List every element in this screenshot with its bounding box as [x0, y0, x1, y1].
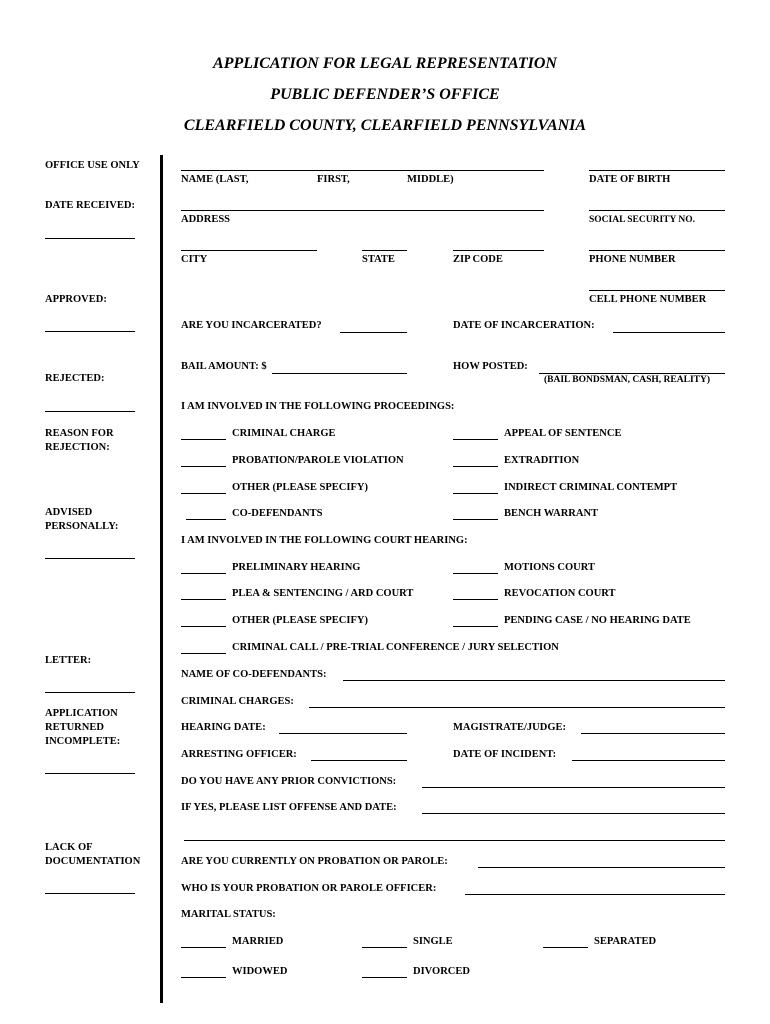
cell-label: CELL PHONE NUMBER	[589, 294, 707, 305]
advised-field[interactable]	[45, 558, 135, 559]
zip-field[interactable]	[453, 250, 544, 251]
criminal-charge-check[interactable]	[181, 439, 226, 440]
separated-check[interactable]	[543, 947, 588, 948]
preliminary-check[interactable]	[181, 573, 226, 574]
bench-check[interactable]	[453, 519, 498, 520]
zip-label: ZIP CODE	[453, 254, 503, 265]
application-field[interactable]	[45, 773, 135, 774]
bail-field[interactable]	[272, 373, 407, 374]
offense-list-field-2[interactable]	[184, 840, 725, 841]
criminal-call-label: CRIMINAL CALL / PRE-TRIAL CONFERENCE / JURY SELECTION	[232, 642, 559, 653]
date-incarceration-field[interactable]	[613, 332, 725, 333]
application-label-1: APPLICATION	[45, 708, 118, 719]
application-label-2: RETURNED	[45, 722, 104, 733]
criminal-charge-label: CRIMINAL CHARGE	[232, 428, 336, 439]
codefendant-names-field[interactable]	[343, 680, 725, 681]
single-label: SINGLE	[413, 936, 453, 947]
other-proceeding-check[interactable]	[181, 493, 226, 494]
incident-date-label: DATE OF INCIDENT:	[453, 749, 557, 760]
plea-check[interactable]	[181, 599, 226, 600]
date-incarceration-label: DATE OF INCARCERATION:	[453, 320, 595, 331]
address-label: ADDRESS	[181, 214, 231, 225]
approved-field[interactable]	[45, 331, 135, 332]
pending-check[interactable]	[453, 626, 498, 627]
other-proceeding-label: OTHER (PLEASE SPECIFY)	[232, 482, 368, 493]
advised-label-2: PERSONALLY:	[45, 521, 119, 532]
magistrate-field[interactable]	[581, 733, 725, 734]
arresting-officer-label: ARRESTING OFFICER:	[181, 749, 297, 760]
other-hearing-label: OTHER (PLEASE SPECIFY)	[232, 615, 368, 626]
motions-label: MOTIONS COURT	[504, 562, 595, 573]
indirect-check[interactable]	[453, 493, 498, 494]
lack-field[interactable]	[45, 893, 135, 894]
incident-date-field[interactable]	[572, 760, 725, 761]
divorced-label: DIVORCED	[413, 966, 470, 977]
bench-label: BENCH WARRANT	[504, 508, 599, 519]
revocation-check[interactable]	[453, 599, 498, 600]
application-label-3: INCOMPLETE:	[45, 736, 121, 747]
arresting-officer-field[interactable]	[311, 760, 407, 761]
criminal-call-check[interactable]	[181, 653, 226, 654]
probation-officer-field[interactable]	[465, 894, 725, 895]
widowed-label: WIDOWED	[232, 966, 288, 977]
codefendants-check[interactable]	[186, 519, 226, 520]
first-label: FIRST,	[317, 174, 350, 185]
office-title: PUBLIC DEFENDER’S OFFICE	[270, 86, 500, 103]
sidebar-divider	[160, 155, 163, 1003]
dob-label: DATE OF BIRTH	[589, 174, 671, 185]
city-label: CITY	[181, 254, 208, 265]
ssn-field[interactable]	[589, 210, 725, 211]
codefendant-names-label: NAME OF CO-DEFENDANTS:	[181, 669, 327, 680]
incarcerated-field[interactable]	[340, 332, 407, 333]
form-title: APPLICATION FOR LEGAL REPRESENTATION	[213, 55, 557, 72]
dob-field[interactable]	[589, 170, 725, 171]
how-posted-note: (BAIL BONDSMAN, CASH, REALITY)	[544, 375, 711, 385]
address-field[interactable]	[181, 210, 544, 211]
lack-label-1: LACK OF	[45, 842, 93, 853]
approved-label: APPROVED:	[45, 294, 107, 305]
state-field[interactable]	[362, 250, 407, 251]
reason-label-2: REJECTION:	[45, 442, 110, 453]
lack-label-2: DOCUMENTATION	[45, 856, 141, 867]
extradition-check[interactable]	[453, 466, 498, 467]
widowed-check[interactable]	[181, 977, 226, 978]
how-posted-label: HOW POSTED:	[453, 361, 528, 372]
phone-label: PHONE NUMBER	[589, 254, 676, 265]
offense-list-label: IF YES, PLEASE LIST OFFENSE AND DATE:	[181, 802, 397, 813]
hearing-date-label: HEARING DATE:	[181, 722, 266, 733]
date-received-label: DATE RECEIVED:	[45, 200, 135, 211]
other-hearing-check[interactable]	[181, 626, 226, 627]
name-label: NAME (LAST,	[181, 174, 249, 185]
state-label: STATE	[362, 254, 395, 265]
date-received-field[interactable]	[45, 238, 135, 239]
single-check[interactable]	[362, 947, 407, 948]
how-posted-field[interactable]	[539, 373, 725, 374]
incarcerated-label: ARE YOU INCARCERATED?	[181, 320, 322, 331]
indirect-label: INDIRECT CRIMINAL CONTEMPT	[504, 482, 678, 493]
prior-convictions-field[interactable]	[422, 787, 725, 788]
on-probation-label: ARE YOU CURRENTLY ON PROBATION OR PAROLE:	[181, 856, 448, 867]
probation-label: PROBATION/PAROLE VIOLATION	[232, 455, 404, 466]
proceedings-heading: I AM INVOLVED IN THE FOLLOWING PROCEEDINGS:	[181, 401, 455, 412]
plea-label: PLEA & SENTENCING / ARD COURT	[232, 588, 414, 599]
name-field[interactable]	[181, 170, 544, 171]
criminal-charges-field[interactable]	[309, 707, 725, 708]
married-label: MARRIED	[232, 936, 284, 947]
letter-field[interactable]	[45, 692, 135, 693]
on-probation-field[interactable]	[478, 867, 725, 868]
city-field[interactable]	[181, 250, 317, 251]
county-title: CLEARFIELD COUNTY, CLEARFIELD PENNSYLVANIA	[183, 117, 587, 134]
middle-label: MIDDLE)	[407, 174, 454, 185]
office-use-label: OFFICE USE ONLY	[45, 160, 140, 171]
probation-check[interactable]	[181, 466, 226, 467]
codefendants-label: CO-DEFENDANTS	[232, 508, 323, 519]
advised-label-1: ADVISED	[45, 507, 93, 518]
divorced-check[interactable]	[362, 977, 407, 978]
extradition-label: EXTRADITION	[504, 455, 580, 466]
bail-label: BAIL AMOUNT: $	[181, 361, 267, 372]
prior-convictions-label: DO YOU HAVE ANY PRIOR CONVICTIONS:	[181, 776, 397, 787]
probation-officer-label: WHO IS YOUR PROBATION OR PAROLE OFFICER:	[181, 883, 437, 894]
motions-check[interactable]	[453, 573, 498, 574]
revocation-label: REVOCATION COURT	[504, 588, 616, 599]
preliminary-label: PRELIMINARY HEARING	[232, 562, 361, 573]
appeal-label: APPEAL OF SENTENCE	[504, 428, 622, 439]
cell-field[interactable]	[589, 290, 725, 291]
criminal-charges-label: CRIMINAL CHARGES:	[181, 696, 294, 707]
appeal-check[interactable]	[453, 439, 498, 440]
separated-label: SEPARATED	[594, 936, 657, 947]
pending-label: PENDING CASE / NO HEARING DATE	[504, 615, 691, 626]
letter-label: LETTER:	[45, 655, 92, 666]
rejected-field[interactable]	[45, 411, 135, 412]
marital-heading: MARITAL STATUS:	[181, 909, 276, 920]
phone-field[interactable]	[589, 250, 725, 251]
magistrate-label: MAGISTRATE/JUDGE:	[453, 722, 566, 733]
married-check[interactable]	[181, 947, 226, 948]
hearing-heading: I AM INVOLVED IN THE FOLLOWING COURT HEARING:	[181, 535, 468, 546]
rejected-label: REJECTED:	[45, 373, 105, 384]
offense-list-field[interactable]	[422, 813, 725, 814]
ssn-label: SOCIAL SECURITY NO.	[589, 215, 696, 225]
reason-label-1: REASON FOR	[45, 428, 114, 439]
hearing-date-field[interactable]	[279, 733, 407, 734]
